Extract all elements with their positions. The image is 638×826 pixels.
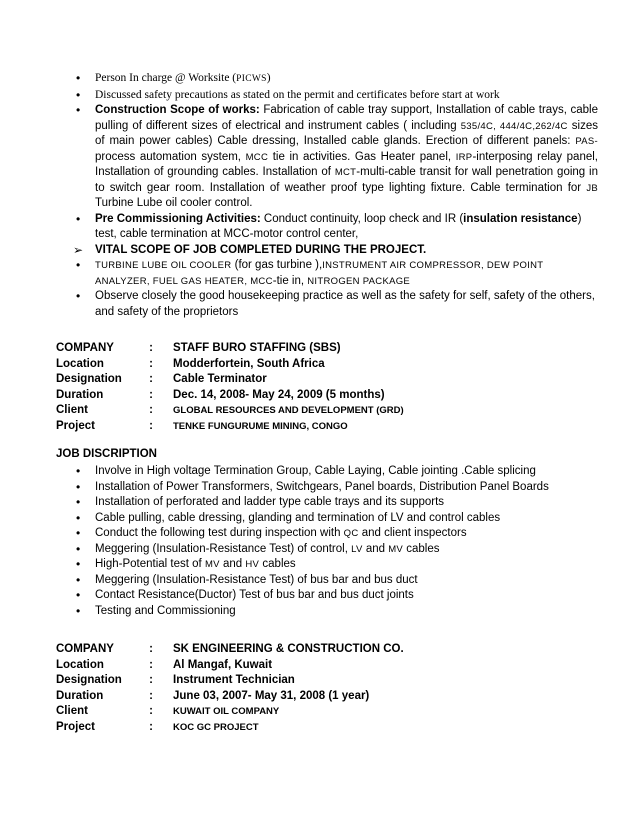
client-label: Client [56,705,88,717]
bullet-icon: • [76,464,81,478]
colon: : [149,342,153,354]
text-run: tie in activities. Gas Heater panel, [268,150,456,163]
text-run: Discussed safety precautions as stated on the permit and certificates before start at work [95,88,500,101]
job-description-item [0,464,638,480]
job-description-list [0,464,638,619]
colon: : [149,658,153,671]
text-run: ) test, cable termination at MCC-motor control center, [95,212,582,240]
bullet-icon: • [76,495,81,509]
job2-designation: Instrument Technician [173,674,295,686]
job2-company-row [56,642,404,658]
colon: : [149,689,153,702]
location-label: Location [56,357,104,370]
text-run: Observe closely the good housekeeping practice as well as the safety for self, safety of the others, and safety of the proprietors [95,290,595,318]
text-run: Contact Resistance(Ductor) Test of bus bar and bus duct joints [95,589,414,601]
text-run: Construction Scope of works: [95,104,260,116]
job-description-item [0,557,638,573]
bullet-icon: • [76,603,81,618]
job1-duration: Dec. 14, 2008- May 24, 2009 (5 months) [173,388,385,401]
colon: : [149,643,153,655]
job-description-title: JOB DISCRIPTION [56,448,157,460]
colon: : [149,419,153,432]
bullet-icon: • [76,557,81,571]
job1-duration-row [56,388,404,404]
text-run: -multi-cable transit for wall penetration going in to switch gear room. Installation of weather proof type lighting fixture. Cable termination for [95,166,598,194]
designation-label: Designation [56,674,122,686]
bullet-icon: • [76,572,81,587]
job1-location-row [56,357,404,373]
text-run: LV [351,543,363,555]
job-description-item [0,526,638,542]
text-run: Testing and Commissioning [95,604,236,617]
text-run: -interposing relay panel, Installation of grounding cables. Installation of [95,150,598,178]
scope-list-item [0,243,638,259]
job-description-item [0,573,638,589]
job2-location-row [56,658,404,674]
job-description-item [0,604,638,620]
job1-client: GLOBAL RESOURCES AND DEVELOPMENT (GRD) [173,405,404,416]
colon: : [149,388,153,401]
text-run: TURBINE LUBE OIL COOLER [95,260,232,271]
text-run: High-Potential test of [95,558,205,570]
text-run: Turbine Lube oil cooler control. [95,197,253,209]
designation-label: Designation [56,373,122,385]
job2-duration-row [56,689,404,705]
scope-list-item [0,258,638,289]
job1-company-row [56,341,404,357]
text-run: cables [259,558,296,570]
bullet-icon: • [76,211,81,226]
bullet-icon: • [76,526,81,540]
text-run: HV [245,559,260,570]
text-run: MCT [334,167,357,178]
text-run: cables [403,542,440,555]
job2-client: KUWAIT OIL COMPANY [173,706,280,717]
text-run: PAS- [575,136,598,147]
company-label: COMPANY [56,643,114,655]
bullet-icon: • [76,289,81,303]
bullet-icon: • [76,71,81,85]
text-run: Pre Commissioning Activities: [95,212,261,225]
job2-company: SK ENGINEERING & CONSTRUCTION CO. [173,643,404,655]
text-run: process automation system, [95,150,246,163]
text-run: (for gas turbine ), [231,259,323,271]
text-run: Meggering (Insulation-Resistance Test) of bus bar and bus duct [95,573,418,586]
job1-info-table [56,341,404,434]
text-run: INSTRUMENT AIR COMPRESSOR, DEW POINT ANALYZER, FUEL GAS HEATER, MCC [95,260,544,287]
job1-company: STAFF BURO STAFFING (SBS) [173,342,341,354]
job1-project-row [56,419,404,435]
text-run: sizes of main power cables) Cable dressing, Installed cable glands. Erection of different panels: [95,119,598,147]
text-run: and client inspectors [358,527,467,539]
colon: : [149,373,153,385]
text-run: QC [343,528,359,539]
scope-list-item [0,212,638,243]
bullet-icon: • [76,103,81,117]
arrow-bullet-icon: ➢ [73,242,84,257]
bullet-icon: • [76,87,81,102]
text-run: insulation resistance [463,212,578,225]
job1-project: TENKE FUNGURUME MINING, CONGO [173,420,348,432]
colon: : [149,674,153,686]
job2-duration: June 03, 2007- May 31, 2008 (1 year) [173,689,370,702]
text-run: Fabrication of cable tray support, Installation of cable trays, cable pulling of different sizes of electrical and instrument cables ( including [95,104,598,132]
bullet-icon: • [76,510,81,525]
text-run: -tie in, [272,274,308,287]
text-run: MCC [245,151,269,163]
job2-designation-row [56,673,404,689]
text-run: Installation of perforated and ladder type cable trays and its supports [95,496,445,508]
bullet-icon: • [76,541,81,556]
text-run: PICWS [236,74,267,84]
duration-label: Duration [56,689,104,702]
location-label: Location [56,658,104,671]
text-run: IRP [455,151,473,163]
text-run: Conduct the following test during inspection with [95,527,344,539]
colon: : [149,720,153,733]
job2-location: Al Mangaf, Kuwait [173,658,273,671]
text-run: Cable pulling, cable dressing, glanding and termination of LV and control cables [95,511,501,524]
project-label: Project [56,720,95,733]
text-run: 535/4C, 444/4C,262/4C [460,120,568,132]
job-description-item [0,588,638,604]
text-run: Installation of Power Transformers, Switchgears, Panel boards, Distribution Panel Boards [95,480,549,493]
job2-client-row [56,704,404,720]
scope-list-item [0,103,638,212]
text-run: VITAL SCOPE OF JOB COMPLETED DURING THE PROJECT. [95,243,427,256]
text-run: Involve in High voltage Termination Group, Cable Laying, Cable jointing .Cable splicing [95,465,536,477]
bullet-icon: • [76,258,81,272]
text-run: MV [388,543,404,555]
bullet-icon: • [76,479,81,494]
text-run: and [362,542,389,555]
project-label: Project [56,419,95,432]
scope-bullet-list [0,71,638,320]
job-description-item [0,542,638,558]
colon: : [149,357,153,370]
duration-label: Duration [56,388,104,401]
job1-client-row [56,403,404,419]
text-run: and [219,558,246,570]
client-label: Client [56,404,88,416]
scope-list-item [0,88,638,104]
text-run: MV [204,559,220,570]
text-run: Conduct continuity, loop check and IR ( [260,212,464,225]
text-run: ) [266,72,271,84]
job-description-item [0,480,638,496]
job1-location: Modderfortein, South Africa [173,357,325,370]
job2-project-row [56,720,404,736]
job-description-item [0,511,638,527]
text-run: JB [586,182,598,194]
text-run: Person In charge @ Worksite ( [95,72,237,84]
text-run: NITROGEN PACKAGE [307,275,411,287]
job1-designation: Cable Terminator [173,373,267,385]
job1-designation-row [56,372,404,388]
job-description-item [0,495,638,511]
text-run: Meggering (Insulation-Resistance Test) of control, [95,542,352,555]
colon: : [149,404,153,416]
colon: : [149,705,153,717]
scope-list-item [0,289,638,320]
company-label: COMPANY [56,342,114,354]
bullet-icon: • [76,588,81,602]
job2-info-table [56,642,404,735]
job2-project: KOC GC PROJECT [173,721,259,733]
scope-list-item [0,71,638,88]
